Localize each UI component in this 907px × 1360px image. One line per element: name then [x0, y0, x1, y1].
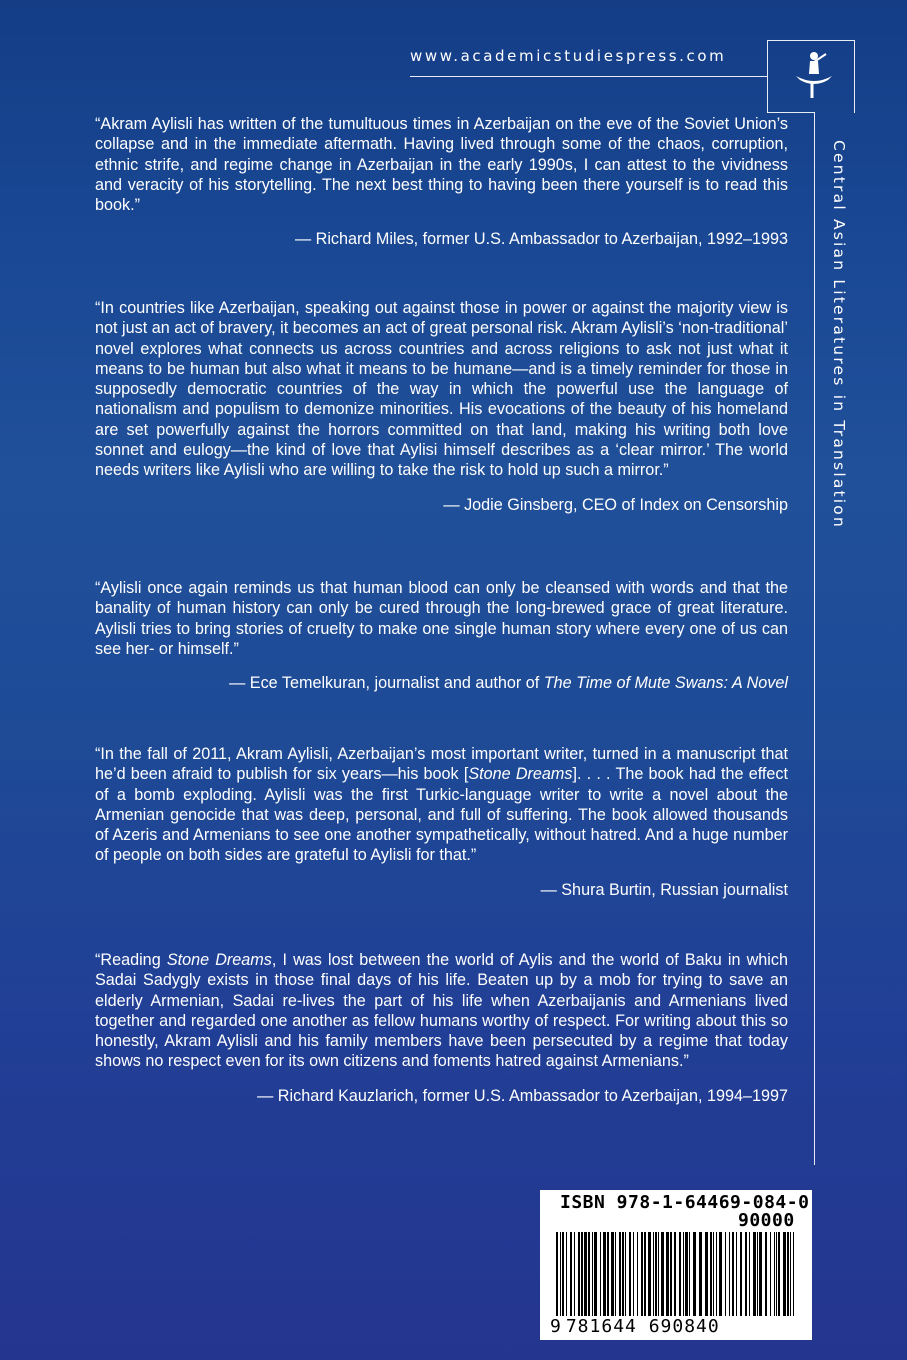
barcode-bar	[629, 1232, 631, 1316]
attribution-prefix: — Ece Temelkuran, journalist and author of	[229, 674, 544, 693]
barcode-bar	[578, 1232, 580, 1316]
barcode-bar	[592, 1232, 593, 1316]
barcode-bar	[625, 1232, 626, 1316]
barcode-bar	[725, 1232, 726, 1316]
barcode-digit-first: 9	[550, 1316, 562, 1337]
endorsement-burtin	[95, 744, 788, 900]
barcode-bar	[658, 1232, 659, 1316]
boat-figure-icon	[790, 48, 838, 100]
endorsement-temelkuran	[95, 578, 788, 693]
quote-text: “Akram Aylisli has written of the tumultuous times in Azerbaijan on the eve of the Soviet Union’s collapse and in the immediate aftermath. Having lived through some of the chaos, corruption, ethnic strife, and regime change in Azerbaijan in the early 1990s, I can attest to the vividness and veracity of his storytelling. The next best thing to having been there yourself is to read this book.”	[95, 115, 788, 215]
barcode-bars	[556, 1232, 798, 1316]
quote-attribution: — Shura Burtin, Russian journalist	[540, 880, 788, 899]
barcode-bar	[648, 1232, 651, 1316]
barcode-bar	[619, 1232, 621, 1316]
quote-attribution: — Richard Miles, former U.S. Ambassador to Azerbaijan, 1992–1993	[294, 230, 788, 249]
barcode-bar	[562, 1232, 564, 1316]
barcode-bar	[581, 1232, 583, 1316]
barcode-bar	[674, 1232, 676, 1316]
barcode-bar	[566, 1232, 567, 1316]
barcode-bar	[759, 1232, 762, 1316]
isbn-label: ISBN 978-1-64469-084-0	[560, 1192, 810, 1213]
barcode-bar	[560, 1232, 561, 1316]
publisher-url[interactable]: www.academicstudiespress.com	[410, 47, 727, 65]
book-title: Stone Dreams	[468, 765, 573, 784]
quote-part: “In the fall of 2011, Akram Aylisli, Azerbaijan’s most important writer, turned in a manuscript that he’d been afraid to publish for six years—his book [	[95, 745, 788, 784]
barcode-bar	[615, 1232, 616, 1316]
frame-line-side	[814, 112, 815, 1165]
endorsement-kauzlarich	[95, 950, 788, 1106]
quote-attribution	[95, 673, 788, 693]
barcode-bar	[770, 1232, 771, 1316]
barcode-bar	[653, 1232, 654, 1316]
quote-part: ]. . . . The book had the effect of a bomb exploding. Aylisli was the first Turkic-language writer to write a novel about the Armenian genocide that was deep, personal, and full of suffering. The book allowed thousands of Azeris and Armenians to see one another sympathetically, without hatred. And a huge number of people on both sides are grateful to Aylisli for that.”	[95, 765, 788, 865]
barcode-bar	[713, 1232, 714, 1316]
barcode-digits	[550, 1316, 720, 1337]
barcode-bar	[574, 1232, 575, 1316]
barcode-bar	[778, 1232, 780, 1316]
barcode-bar	[689, 1232, 690, 1316]
quote-text: “In countries like Azerbaijan, speaking out against those in power or against the majority view is not just an act of bravery, it becomes an act of great personal risk. Akram Aylisli’s ‘non-traditional’ novel explores what connects us across countries and across religions to ask not just what it means to be human but also what it means to be humane—and is a timely reminder for those in supposedly democratic countries of the way in which the powerful use the language of nationalism and populism to demonize minorities. His evocations of the beauty of his homeland are set powerfully against the horrors committed on that land, making his writing both love sonnet and eulogy—the kind of love that Aylisi himself describes as a ‘clear mirror.’ The world needs writers like Aylisli who are willing to take the risk to hold up such a mirror.”	[95, 299, 788, 480]
book-title: The Time of Mute Swans: A Novel	[543, 674, 788, 693]
barcode-digit-rest: 781644 690840	[565, 1316, 720, 1337]
barcode-bar	[705, 1232, 708, 1316]
barcode-bar	[774, 1232, 775, 1316]
barcode-bar	[693, 1232, 696, 1316]
endorsement-ginsberg	[95, 298, 788, 515]
barcode-bar	[633, 1232, 634, 1316]
quote-text	[95, 950, 788, 1072]
quote-attribution: — Richard Kauzlarich, former U.S. Ambassador to Azerbaijan, 1994–1997	[257, 1086, 788, 1105]
barcode-bar	[783, 1232, 786, 1316]
quote-part: “Reading	[95, 951, 167, 969]
series-title: Central Asian Literatures in Translation	[830, 140, 848, 530]
barcode-bar	[570, 1232, 572, 1316]
barcode-bar	[685, 1232, 688, 1316]
barcode-bar	[637, 1232, 638, 1316]
barcode-bar	[719, 1232, 722, 1316]
barcode-bar	[641, 1232, 643, 1316]
frame-line-top	[410, 76, 767, 77]
barcode-bar	[765, 1232, 767, 1316]
barcode-bar	[710, 1232, 712, 1316]
barcode-bar	[666, 1232, 669, 1316]
book-title: Stone Dreams	[166, 951, 272, 969]
barcode-bar	[622, 1232, 624, 1316]
barcode-bar	[611, 1232, 614, 1316]
barcode-bar	[790, 1232, 791, 1316]
barcode-bar	[776, 1232, 777, 1316]
barcode-bar	[749, 1232, 750, 1316]
quote-attribution: — Jodie Ginsberg, CEO of Index on Censorship	[443, 495, 788, 514]
frame-line-box-bottom	[767, 112, 815, 113]
barcode-bar	[644, 1232, 646, 1316]
isbn-barcode	[540, 1190, 812, 1340]
barcode-bar	[757, 1232, 758, 1316]
quote-text: “Aylisli once again reminds us that human blood can only be cleansed with words and that the banality of human history can only be cured through the long-brewed grace of great literature. Aylisli tries to bring stories of cruelty to make one single human story where every one of us can see her- or himself.”	[95, 579, 788, 658]
barcode-bar	[793, 1232, 794, 1316]
barcode-bar	[740, 1232, 742, 1316]
barcode-bar	[716, 1232, 717, 1316]
barcode-bar	[736, 1232, 737, 1316]
barcode-bar	[661, 1232, 664, 1316]
barcode-bar	[787, 1232, 789, 1316]
barcode-bar	[729, 1232, 730, 1316]
barcode-bar	[683, 1232, 684, 1316]
barcode-bar	[603, 1232, 606, 1316]
quote-text	[95, 744, 788, 866]
barcode-bar	[588, 1232, 590, 1316]
barcode-bar	[679, 1232, 681, 1316]
barcode-bar	[584, 1232, 587, 1316]
endorsement-miles	[95, 114, 788, 249]
barcode-bar	[670, 1232, 672, 1316]
price-code: 90000	[738, 1210, 795, 1231]
barcode-bar	[655, 1232, 657, 1316]
barcode-bar	[745, 1232, 747, 1316]
barcode-bar	[699, 1232, 702, 1316]
barcode-bar	[556, 1232, 558, 1316]
barcode-bar	[732, 1232, 734, 1316]
barcode-bar	[607, 1232, 609, 1316]
barcode-bar	[600, 1232, 601, 1316]
barcode-bar	[594, 1232, 597, 1316]
barcode-bar	[753, 1232, 756, 1316]
quote-part: , I was lost between the world of Aylis and the world of Baku in which Sadai Sadygly exists in those final days of his life. Beaten up by a mob for trying to save an elderly Armenian, Sadai re-lives the part of his life when Azerbaijanis and Armenians lived together and regarded one another as fellow humans worthy of respect. For writing about this so honestly, Akram Aylisli and his family members have been persecuted by a regime that today shows no respect even for its own citizens and foments hatred against Armenians.”	[95, 951, 788, 1071]
